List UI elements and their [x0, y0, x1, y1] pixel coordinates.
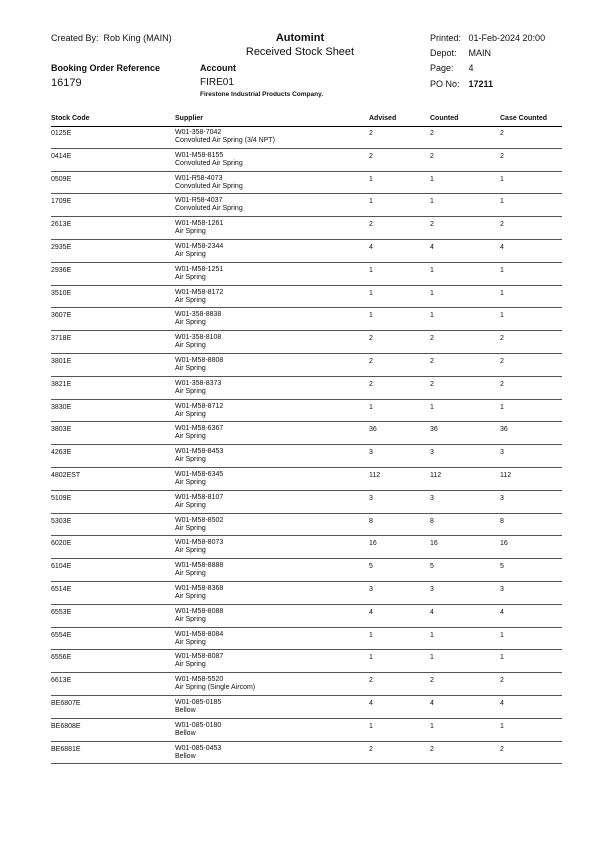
- advised-cell: 1: [369, 631, 373, 639]
- case-counted-cell: 1: [500, 654, 504, 662]
- supplier-code-cell: W01-M58-1251: [175, 265, 224, 273]
- advised-cell: 2: [369, 152, 373, 160]
- description-cell: Air Spring: [175, 570, 206, 578]
- printed-value: 01-Feb-2024 20:00: [468, 33, 546, 43]
- description-cell: Air Spring (Single Aircom): [175, 684, 256, 692]
- description-cell: Air Spring: [175, 456, 206, 464]
- description-cell: Convoluted Air Spring (3/4 NPT): [175, 137, 275, 144]
- booking-ref-label: Booking Order Reference: [51, 63, 161, 73]
- supplier-code-cell: W01-M58-8712: [175, 402, 224, 410]
- supplier-code-cell: W01-M58-8808: [175, 356, 224, 364]
- table-row: [51, 445, 562, 468]
- case-counted-cell: 4: [500, 243, 504, 251]
- supplier-code-cell: W01-358-8108: [175, 334, 222, 342]
- table-row: [51, 126, 562, 149]
- supplier-code-cell: W01-R58-4037: [175, 197, 223, 205]
- column-header-counted: Counted: [430, 115, 459, 122]
- supplier-code-cell: W01-M58-6345: [175, 470, 224, 478]
- table-row: [51, 400, 562, 423]
- advised-cell: 2: [369, 380, 373, 388]
- booking-ref-value: 16179: [51, 77, 82, 89]
- supplier-code-cell: W01-M58-8087: [175, 653, 224, 661]
- advised-cell: 2: [369, 221, 373, 229]
- supplier-code-cell: W01-M58-1261: [175, 220, 224, 228]
- description-cell: Air Spring: [175, 364, 206, 372]
- supplier-code-cell: W01-M58-8088: [175, 607, 224, 615]
- table-row: [51, 377, 562, 400]
- case-counted-cell: 2: [500, 152, 504, 160]
- table-row: [51, 149, 562, 172]
- account-name: Firestone Industrial Products Company.: [200, 91, 324, 98]
- table-row: [51, 628, 562, 651]
- stock-code-cell: 3830E: [51, 403, 72, 411]
- table-row: [51, 742, 562, 765]
- advised-cell: 2: [369, 130, 373, 137]
- description-cell: Air Spring: [175, 228, 206, 236]
- counted-cell: 1: [430, 312, 434, 320]
- stock-code-cell: 4263E: [51, 449, 72, 457]
- counted-cell: 1: [430, 175, 434, 183]
- counted-cell: 3: [430, 494, 434, 502]
- case-counted-cell: 2: [500, 357, 504, 365]
- advised-cell: 1: [369, 403, 373, 411]
- printed-field: [430, 33, 545, 43]
- advised-cell: 1: [369, 289, 373, 297]
- counted-cell: 2: [430, 745, 434, 753]
- stock-code-cell: 5303E: [51, 517, 72, 525]
- supplier-code-cell: W01-M58-8502: [175, 516, 224, 524]
- page-value: 4: [468, 63, 474, 73]
- description-cell: Air Spring: [175, 273, 206, 281]
- description-cell: Bellow: [175, 752, 196, 760]
- counted-cell: 36: [430, 426, 438, 434]
- stock-code-cell: 2936E: [51, 266, 72, 274]
- table-row: [51, 719, 562, 742]
- table-row: [51, 468, 562, 491]
- stock-code-cell: 1709E: [51, 198, 72, 206]
- document-title: Automint: [275, 32, 325, 44]
- table-row: [51, 491, 562, 514]
- page-field: [430, 63, 474, 73]
- description-cell: Bellow: [175, 729, 196, 737]
- table-row: [51, 263, 562, 286]
- description-cell: Air Spring: [175, 547, 206, 555]
- advised-cell: 1: [369, 198, 373, 206]
- case-counted-cell: 5: [500, 563, 504, 571]
- case-counted-cell: 3: [500, 494, 504, 502]
- description-cell: Convoluted Air Spring: [175, 182, 243, 190]
- description-cell: Air Spring: [175, 524, 206, 532]
- advised-cell: 2: [369, 357, 373, 365]
- case-counted-cell: 2: [500, 130, 504, 137]
- advised-cell: 8: [369, 517, 373, 525]
- counted-cell: 2: [430, 221, 434, 229]
- stock-code-cell: 3801E: [51, 357, 72, 365]
- description-cell: Air Spring: [175, 387, 206, 395]
- advised-cell: 1: [369, 722, 373, 730]
- counted-cell: 4: [430, 608, 434, 616]
- description-cell: Air Spring: [175, 501, 206, 509]
- supplier-code-cell: W01-358-7042: [175, 129, 222, 136]
- description-cell: Air Spring: [175, 615, 206, 623]
- table-row: [51, 605, 562, 628]
- column-header-advised: Advised: [369, 115, 397, 122]
- table-row: [51, 673, 562, 696]
- counted-cell: 1: [430, 198, 434, 206]
- column-header-supplier: Supplier: [175, 115, 204, 122]
- counted-cell: 16: [430, 540, 438, 548]
- created-by-label: Created By:: [51, 33, 99, 43]
- case-counted-cell: 3: [500, 585, 504, 593]
- advised-cell: 4: [369, 608, 373, 616]
- depot-value: MAIN: [468, 48, 492, 58]
- po-value: 17211: [468, 79, 494, 89]
- stock-code-cell: 6553E: [51, 608, 72, 616]
- stock-code-cell: 2935E: [51, 243, 72, 251]
- advised-cell: 2: [369, 335, 373, 343]
- column-header-stock-code: Stock Code: [51, 115, 90, 122]
- stock-code-cell: 2613E: [51, 221, 72, 229]
- counted-cell: 2: [430, 152, 434, 160]
- stock-code-cell: 6554E: [51, 631, 72, 639]
- supplier-code-cell: W01-M58-8453: [175, 448, 224, 456]
- case-counted-cell: 4: [500, 699, 504, 707]
- supplier-code-cell: W01-M58-5520: [175, 676, 224, 684]
- description-cell: Air Spring: [175, 410, 206, 418]
- stock-code-cell: 0414E: [51, 152, 72, 160]
- depot-label: Depot:: [430, 48, 457, 58]
- counted-cell: 2: [430, 677, 434, 685]
- description-cell: Air Spring: [175, 319, 206, 327]
- advised-cell: 1: [369, 312, 373, 320]
- supplier-code-cell: W01-M58-8888: [175, 562, 224, 570]
- description-cell: Air Spring: [175, 433, 206, 441]
- counted-cell: 5: [430, 563, 434, 571]
- stock-code-cell: BE6808E: [51, 722, 81, 730]
- table-row: [51, 217, 562, 240]
- description-cell: Bellow: [175, 706, 196, 714]
- advised-cell: 1: [369, 266, 373, 274]
- advised-cell: 4: [369, 243, 373, 251]
- stock-code-cell: 6020E: [51, 540, 72, 548]
- stock-code-cell: 6613E: [51, 677, 72, 685]
- table-row: [51, 240, 562, 263]
- po-field: [430, 79, 493, 89]
- po-label: PO No:: [430, 79, 460, 89]
- page-label: Page:: [430, 63, 454, 73]
- supplier-code-cell: W01-358-8838: [175, 311, 222, 319]
- stock-code-cell: 3607E: [51, 312, 72, 320]
- case-counted-cell: 2: [500, 380, 504, 388]
- stock-code-cell: 0125E: [51, 130, 72, 137]
- stock-code-cell: 6104E: [51, 563, 72, 571]
- table-row: [51, 650, 562, 673]
- advised-cell: 3: [369, 449, 373, 457]
- counted-cell: 1: [430, 722, 434, 730]
- case-counted-cell: 1: [500, 403, 504, 411]
- counted-cell: 4: [430, 699, 434, 707]
- stock-code-cell: BE6881E: [51, 745, 81, 753]
- table-row: [51, 354, 562, 377]
- supplier-code-cell: W01-M58-8172: [175, 288, 224, 296]
- counted-cell: 112: [430, 471, 442, 479]
- supplier-code-cell: W01-085-0453: [175, 744, 222, 752]
- table-row: [51, 582, 562, 605]
- advised-cell: 5: [369, 563, 373, 571]
- case-counted-cell: 1: [500, 266, 504, 274]
- table-row: [51, 422, 562, 445]
- table-row: [51, 286, 562, 309]
- description-cell: Air Spring: [175, 478, 206, 486]
- created-by: [51, 33, 172, 43]
- supplier-code-cell: W01-M58-2344: [175, 242, 224, 250]
- advised-cell: 112: [369, 471, 381, 479]
- description-cell: Convoluted Air Spring: [175, 159, 243, 167]
- description-cell: Convoluted Air Spring: [175, 205, 243, 213]
- table-row: [51, 331, 562, 354]
- description-cell: Air Spring: [175, 296, 206, 304]
- case-counted-cell: 1: [500, 312, 504, 320]
- counted-cell: 3: [430, 585, 434, 593]
- table-row: [51, 308, 562, 331]
- case-counted-cell: 112: [500, 471, 512, 479]
- table-row: [51, 559, 562, 582]
- description-cell: Air Spring: [175, 592, 206, 600]
- supplier-code-cell: W01-M58-8073: [175, 539, 224, 547]
- column-header-case-counted: Case Counted: [500, 115, 548, 122]
- supplier-code-cell: W01-085-0180: [175, 721, 222, 729]
- case-counted-cell: 4: [500, 608, 504, 616]
- advised-cell: 3: [369, 494, 373, 502]
- case-counted-cell: 36: [500, 426, 508, 434]
- description-cell: Air Spring: [175, 342, 206, 350]
- stock-code-cell: 6556E: [51, 654, 72, 662]
- counted-cell: 1: [430, 289, 434, 297]
- counted-cell: 1: [430, 654, 434, 662]
- stock-code-cell: 3510E: [51, 289, 72, 297]
- case-counted-cell: 16: [500, 540, 508, 548]
- advised-cell: 2: [369, 677, 373, 685]
- depot-field: [430, 48, 491, 58]
- counted-cell: 4: [430, 243, 434, 251]
- document-subtitle: Received Stock Sheet: [245, 46, 355, 58]
- case-counted-cell: 1: [500, 722, 504, 730]
- stock-code-cell: 3803E: [51, 426, 72, 434]
- account-label: Account: [200, 63, 236, 73]
- case-counted-cell: 1: [500, 175, 504, 183]
- counted-cell: 2: [430, 335, 434, 343]
- case-counted-cell: 1: [500, 631, 504, 639]
- case-counted-cell: 2: [500, 335, 504, 343]
- counted-cell: 3: [430, 449, 434, 457]
- counted-cell: 8: [430, 517, 434, 525]
- case-counted-cell: 2: [500, 221, 504, 229]
- advised-cell: 2: [369, 745, 373, 753]
- advised-cell: 16: [369, 540, 377, 548]
- stock-code-cell: BE6807E: [51, 699, 81, 707]
- table-row: [51, 172, 562, 195]
- supplier-code-cell: W01-M58-8155: [175, 151, 224, 159]
- account-value: FIRE01: [200, 77, 234, 88]
- case-counted-cell: 1: [500, 289, 504, 297]
- advised-cell: 3: [369, 585, 373, 593]
- advised-cell: 4: [369, 699, 373, 707]
- counted-cell: 1: [430, 631, 434, 639]
- description-cell: Air Spring: [175, 250, 206, 258]
- stock-code-cell: 5109E: [51, 494, 72, 502]
- table-row: [51, 696, 562, 719]
- table-row: [51, 536, 562, 559]
- stock-code-cell: 4802EST: [51, 471, 81, 479]
- description-cell: Air Spring: [175, 661, 206, 669]
- case-counted-cell: 3: [500, 449, 504, 457]
- advised-cell: 1: [369, 654, 373, 662]
- stock-code-cell: 3821E: [51, 380, 72, 388]
- counted-cell: 1: [430, 266, 434, 274]
- supplier-code-cell: W01-M58-8107: [175, 493, 224, 501]
- counted-cell: 2: [430, 357, 434, 365]
- table-row: [51, 514, 562, 537]
- case-counted-cell: 1: [500, 198, 504, 206]
- created-by-value: Rob King (MAIN): [103, 33, 172, 43]
- supplier-code-cell: W01-M58-8368: [175, 584, 224, 592]
- stock-code-cell: 0509E: [51, 175, 72, 183]
- stock-code-cell: 6514E: [51, 585, 72, 593]
- case-counted-cell: 8: [500, 517, 504, 525]
- description-cell: Air Spring: [175, 638, 206, 646]
- stock-code-cell: 3718E: [51, 335, 72, 343]
- supplier-code-cell: W01-358-8373: [175, 379, 222, 387]
- table-body: [51, 126, 562, 764]
- supplier-code-cell: W01-M58-6367: [175, 425, 224, 433]
- supplier-code-cell: W01-R58-4073: [175, 174, 223, 182]
- table-row: [51, 194, 562, 217]
- advised-cell: 36: [369, 426, 377, 434]
- counted-cell: 1: [430, 403, 434, 411]
- supplier-code-cell: W01-085-0185: [175, 698, 222, 706]
- case-counted-cell: 2: [500, 677, 504, 685]
- counted-cell: 2: [430, 130, 434, 137]
- case-counted-cell: 2: [500, 745, 504, 753]
- counted-cell: 2: [430, 380, 434, 388]
- printed-label: Printed:: [430, 33, 462, 43]
- supplier-code-cell: W01-M58-8084: [175, 630, 224, 638]
- advised-cell: 1: [369, 175, 373, 183]
